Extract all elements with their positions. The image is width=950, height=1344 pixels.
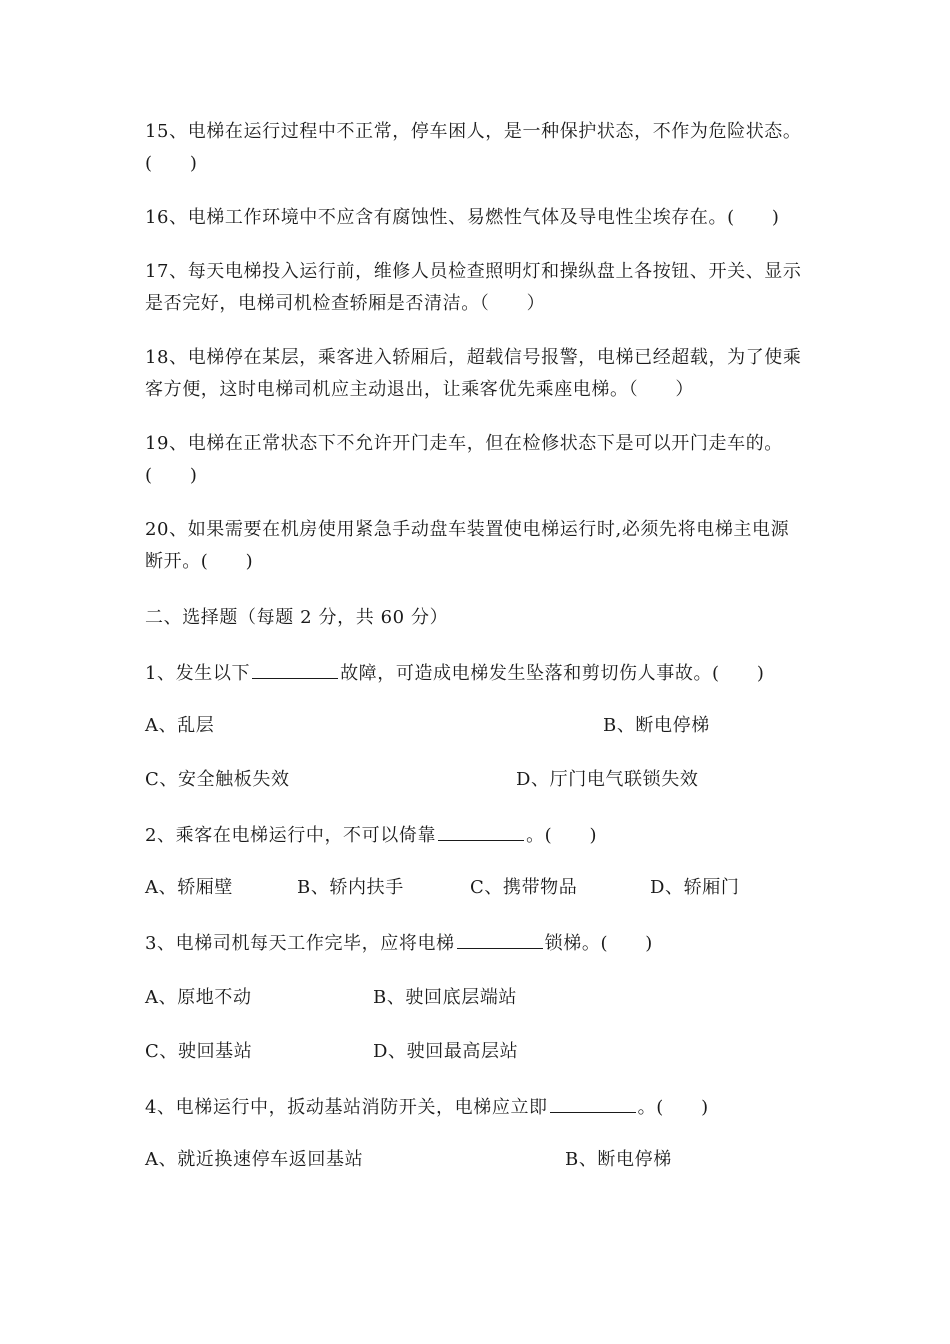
question-19-line-1: 19、电梯在正常状态下不允许开门走车，但在检修状态下是可以开门走车的。: [145, 433, 783, 454]
choice-question-2: [145, 822, 597, 848]
q1-option-a: A、乱层: [145, 715, 215, 736]
q2-option-d: D、轿厢门: [650, 877, 740, 898]
question-3-prefix: 3、电梯司机每天工作完毕，应将电梯: [145, 933, 455, 954]
q1-option-d: D、厅门电气联锁失效: [516, 769, 699, 790]
question-17-line-1: 17、每天电梯投入运行前，维修人员检查照明灯和操纵盘上各按钮、开关、显示: [145, 261, 802, 282]
q3-option-d: D、驶回最高层站: [373, 1041, 519, 1062]
q3-option-c: C、驶回基站: [145, 1041, 253, 1062]
answer-blank: [438, 822, 524, 841]
question-1-suffix: 故障，可造成电梯发生坠落和剪切伤人事故。( ): [340, 663, 765, 684]
answer-blank: [252, 660, 338, 679]
q3-option-b: B、驶回底层端站: [373, 987, 518, 1008]
q2-option-b: B、轿内扶手: [297, 877, 404, 898]
choice-question-3: [145, 930, 653, 956]
question-1-prefix: 1、发生以下: [145, 663, 251, 684]
section-title: 二、选择题（每题 2 分，共 60 分）: [145, 607, 449, 628]
q4-option-b: B、断电停梯: [565, 1149, 672, 1170]
question-2-suffix: 。( ): [526, 825, 598, 846]
question-17-line-2: 是否完好，电梯司机检查轿厢是否清洁。（ ）: [145, 293, 546, 314]
question-15-line-2: ( ): [145, 153, 198, 174]
question-18-line-2: 客方便，这时电梯司机应主动退出，让乘客优先乘座电梯。（ ）: [145, 379, 694, 400]
q2-option-c: C、携带物品: [470, 877, 578, 898]
q1-option-c: C、安全触板失效: [145, 769, 290, 790]
answer-blank: [457, 930, 543, 949]
q4-option-a: A、就近换速停车返回基站: [145, 1149, 364, 1170]
question-3-suffix: 锁梯。( ): [544, 933, 653, 954]
question-18-line-1: 18、电梯停在某层，乘客进入轿厢后，超载信号报警，电梯已经超载，为了使乘: [145, 347, 802, 368]
answer-blank: [550, 1094, 636, 1113]
question-4-suffix: 。( ): [637, 1097, 709, 1118]
q1-option-b: B、断电停梯: [603, 715, 710, 736]
question-20-line-1: 20、如果需要在机房使用紧急手动盘车装置使电梯运行时,必须先将电梯主电源: [145, 519, 790, 540]
q2-option-a: A、轿厢壁: [145, 877, 233, 898]
question-2-prefix: 2、乘客在电梯运行中，不可以倚靠: [145, 825, 437, 846]
choice-question-1: [145, 660, 765, 686]
question-20-line-2: 断开。( ): [145, 551, 254, 572]
q3-option-a: A、原地不动: [145, 987, 252, 1008]
question-15-line-1: 15、电梯在运行过程中不正常，停车困人，是一种保护状态，不作为危险状态。: [145, 121, 802, 142]
question-4-prefix: 4、电梯运行中，扳动基站消防开关，电梯应立即: [145, 1097, 548, 1118]
choice-question-4: [145, 1094, 709, 1120]
question-19-line-2: ( ): [145, 465, 198, 486]
question-16-line-1: 16、电梯工作环境中不应含有腐蚀性、易燃性气体及导电性尘埃存在。( ): [145, 207, 780, 228]
